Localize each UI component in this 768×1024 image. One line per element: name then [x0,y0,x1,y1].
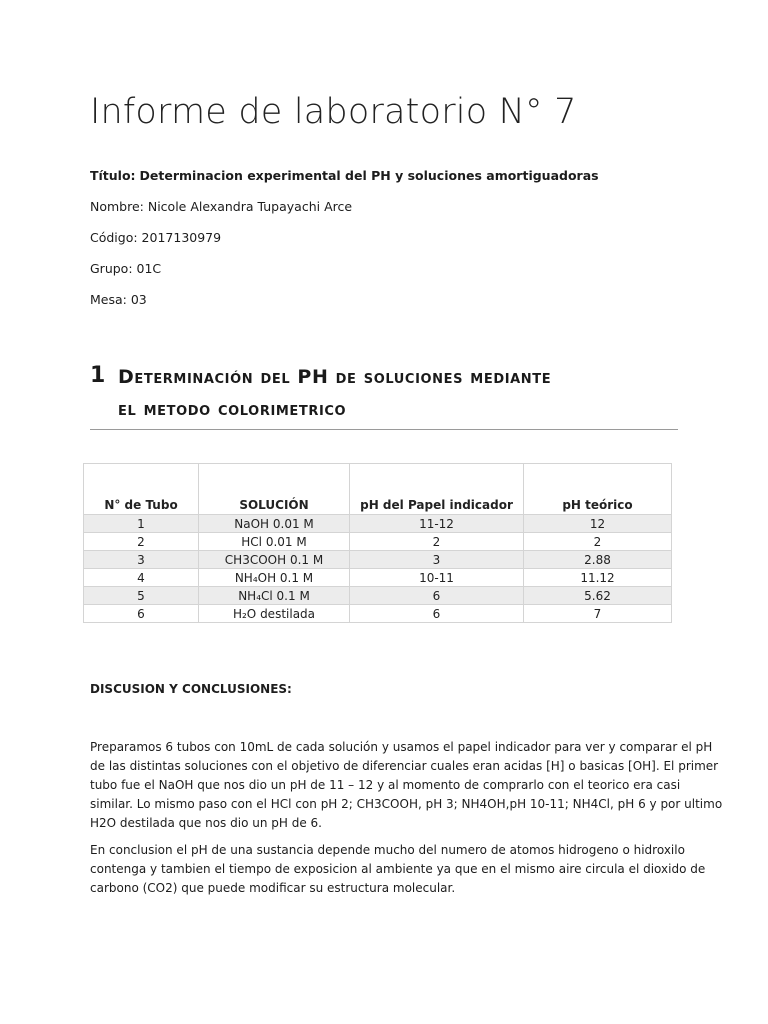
paragraph-line: H2O destilada que nos dio un pH de 6. [90,816,322,830]
solution-cell: H₂O destilada [199,605,350,623]
report-title-value: Determinacion experimental del PH y soluciones amortiguadoras [139,168,599,183]
paragraph-line: tubo fue el NaOH que nos dio un pH de 11 – 12 y al momento de comprarlo con el teorico era casi [90,778,681,792]
section-title-line-1: Determinación del PH de soluciones mediante [118,366,552,388]
section-number: 1 [90,363,106,388]
solution-cell: NH₄Cl 0.1 M [199,587,350,605]
student-code: Código: 2017130979 [90,230,222,245]
student-name: Nombre: Nicole Alexandra Tupayachi Arce [90,199,353,214]
tube-number-cell: 2 [84,533,199,551]
section-title [118,361,678,425]
discussion-paragraph-1 [90,738,723,833]
theoretical-ph-cell: 11.12 [524,569,672,587]
theoretical-ph-cell: 2 [524,533,672,551]
tube-number-cell: 3 [84,551,199,569]
theoretical-ph-cell: 5.62 [524,587,672,605]
paragraph-line: de las distintas soluciones con el objetivo de diferenciar cuales eran acidas [H] o basicas [OH]. El primer [90,759,719,773]
paragraph-line: carbono (CO2) que puede modificar su estructura molecular. [90,881,456,895]
tube-number-cell: 5 [84,587,199,605]
table-number: Mesa: 03 [90,292,147,307]
discussion-heading: DISCUSION Y CONCLUSIONES: [90,682,292,696]
header-solution: SOLUCIÓN [199,464,350,515]
indicator-ph-cell: 2 [350,533,524,551]
conclusion-paragraph [90,841,706,898]
indicator-ph-cell: 3 [350,551,524,569]
ph-results-table [83,463,672,623]
indicator-ph-cell: 6 [350,605,524,623]
table-row [84,515,672,533]
table-row [84,605,672,623]
report-title-line [90,168,599,183]
tube-number-cell: 6 [84,605,199,623]
solution-cell: CH3COOH 0.1 M [199,551,350,569]
report-title-label: Título: [90,168,136,183]
solution-cell: NaOH 0.01 M [199,515,350,533]
paragraph-line: Preparamos 6 tubos con 10mL de cada solución y usamos el papel indicador para ver y comparar el pH [90,740,713,754]
header-indicator-ph: pH del Papel indicador [350,464,524,515]
group-label: Grupo: 01C [90,261,162,276]
paragraph-line: contenga y tambien el tiempo de exposicion al ambiente ya que en el mismo aire circula el dioxido de [90,862,706,876]
theoretical-ph-cell: 12 [524,515,672,533]
table-row [84,551,672,569]
table-row [84,587,672,605]
indicator-ph-cell: 6 [350,587,524,605]
solution-cell: NH₄OH 0.1 M [199,569,350,587]
paragraph-line: similar. Lo mismo paso con el HCl con pH 2; CH3COOH, pH 3; NH4OH,pH 10-11; NH4Cl, pH 6 y por ultimo [90,797,723,811]
table-row [84,533,672,551]
paragraph-line: En conclusion el pH de una sustancia depende mucho del numero de atomos hidrogeno o hidroxilo [90,843,685,857]
indicator-ph-cell: 11-12 [350,515,524,533]
tube-number-cell: 4 [84,569,199,587]
header-tube-number: N° de Tubo [84,464,199,515]
table-row [84,569,672,587]
theoretical-ph-cell: 2.88 [524,551,672,569]
header-theoretical-ph: pH teórico [524,464,672,515]
theoretical-ph-cell: 7 [524,605,672,623]
indicator-ph-cell: 10-11 [350,569,524,587]
tube-number-cell: 1 [84,515,199,533]
table-header-row [84,464,672,515]
document-title: Informe de laboratorio N° 7 [90,92,577,132]
solution-cell: HCl 0.01 M [199,533,350,551]
section-title-line-2: el metodo colorimetrico [118,398,347,420]
section-heading [90,361,678,430]
